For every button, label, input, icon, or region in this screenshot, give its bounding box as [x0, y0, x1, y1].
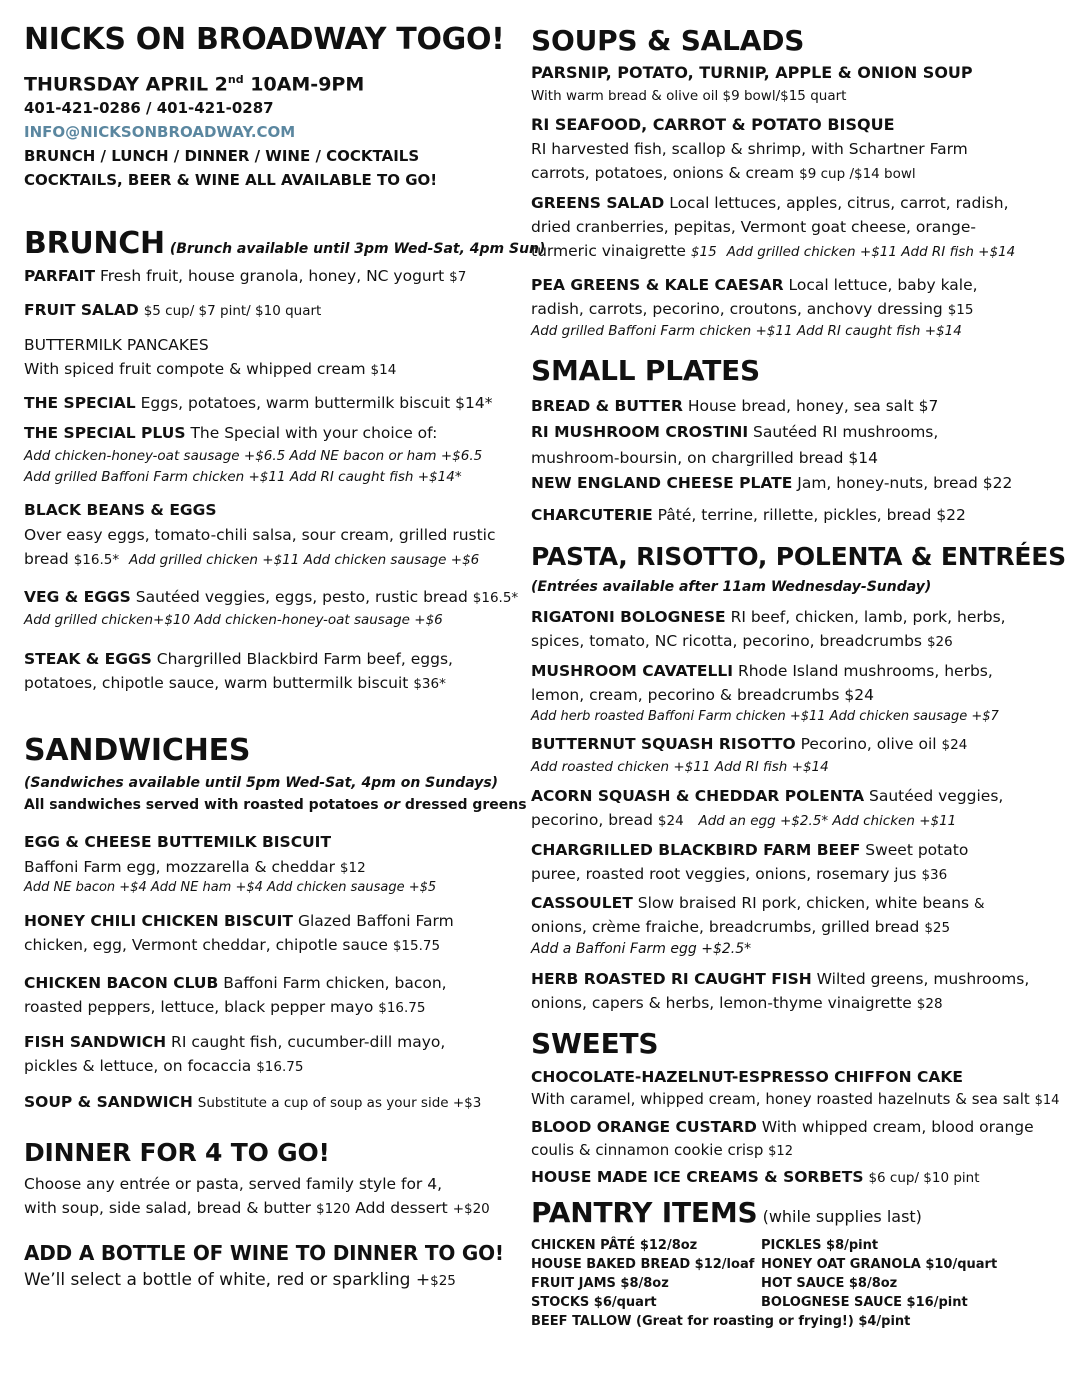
item-special-plus: THE SPECIAL PLUS The Special with your choice of: — [24, 424, 438, 442]
sweets-heading: SWEETS — [531, 1027, 659, 1060]
dinner-desc-1: Choose any entrée or pasta, served family style for 4, — [24, 1175, 443, 1193]
item-fruit-salad: FRUIT SALAD $5 cup/ $7 pint/ $10 quart — [24, 301, 322, 319]
risotto-addons: Add roasted chicken +$11 Add RI fish +$14 — [531, 759, 829, 775]
item-black-beans-name: BLACK BEANS & EGGS — [24, 501, 217, 519]
special-plus-addons-2: Add grilled Baffoni Farm chicken +$11 Add RI caught fish +$14* — [24, 469, 462, 485]
greens-desc-3: turmeric vinaigrette $15 Add grilled chicken +$11 Add RI fish +$14 — [531, 242, 1016, 260]
item-cheese-plate: NEW ENGLAND CHEESE PLATE Jam, honey-nuts, bread $22 — [531, 474, 1013, 492]
item-the-special: THE SPECIAL Eggs, potatoes, warm buttermilk biscuit $14* — [24, 394, 493, 412]
caesar-addons: Add grilled Baffoni Farm chicken +$11 Add RI caught fish +$14 — [531, 323, 962, 339]
item-steak-eggs: STEAK & EGGS Chargrilled Blackbird Farm beef, eggs, — [24, 650, 453, 668]
pantry-item: HONEY OAT GRANOLA $10/quart — [761, 1257, 998, 1272]
item-risotto: BUTTERNUT SQUASH RISOTTO Pecorino, olive oil $24 — [531, 735, 968, 753]
egg-cheese-addons: Add NE bacon +$4 Add NE ham +$4 Add chicken sausage +$5 — [24, 880, 437, 895]
phone-numbers: 401-421-0286 / 401-421-0287 — [24, 99, 274, 117]
cavatelli-addons: Add herb roasted Baffoni Farm chicken +$11 Add chicken sausage +$7 — [531, 709, 999, 724]
tagline-2: COCKTAILS, BEER & WINE ALL AVAILABLE TO GO! — [24, 171, 438, 189]
item-rigatoni: RIGATONI BOLOGNESE RI beef, chicken, lamb, pork, herbs, — [531, 608, 1006, 626]
custard-desc-2: coulis & cinnamon cookie crisp $12 — [531, 1141, 793, 1159]
dinner-heading: DINNER FOR 4 TO GO! — [24, 1138, 330, 1167]
item-club-desc: roasted peppers, lettuce, black pepper mayo $16.75 — [24, 998, 426, 1016]
item-seafood-bisque: RI SEAFOOD, CARROT & POTATO BISQUE — [531, 115, 895, 134]
pantry-heading: PANTRY ITEMS (while supplies last) — [531, 1196, 922, 1229]
item-fish-sandwich-desc: pickles & lettuce, on focaccia $16.75 — [24, 1057, 304, 1075]
item-honey-chili: HONEY CHILI CHICKEN BISCUIT Glazed Baffoni Farm — [24, 912, 454, 930]
wine-desc: We’ll select a bottle of white, red or sparkling +$25 — [24, 1270, 456, 1290]
pantry-right-list — [761, 1236, 1041, 1312]
item-cassoulet: CASSOULET Slow braised RI pork, chicken, white beans & — [531, 894, 985, 912]
pasta-note: (Entrées available after 11am Wednesday-Sunday) — [531, 579, 932, 595]
wine-heading: ADD A BOTTLE OF WINE TO DINNER TO GO! — [24, 1241, 504, 1265]
crostini-desc-2: mushroom-boursin, on chargrilled bread $14 — [531, 449, 878, 467]
item-blood-orange-custard: BLOOD ORANGE CUSTARD With whipped cream, blood orange — [531, 1118, 1034, 1136]
greens-desc-2: dried cranberries, pepitas, Vermont goat cheese, orange- — [531, 218, 976, 236]
item-ice-creams: HOUSE MADE ICE CREAMS & SORBETS $6 cup/ $10 pint — [531, 1168, 980, 1186]
item-herb-roasted-fish: HERB ROASTED RI CAUGHT FISH Wilted greens, mushrooms, — [531, 970, 1030, 988]
item-black-beans-desc-2: bread $16.5* Add grilled chicken +$11 Add chicken sausage +$6 — [24, 550, 480, 568]
item-chiffon-cake: CHOCOLATE-HAZELNUT-ESPRESSO CHIFFON CAKE — [531, 1068, 963, 1086]
pantry-item: BOLOGNESE SAUCE $16/pint — [761, 1295, 968, 1310]
item-fish-sandwich: FISH SANDWICH RI caught fish, cucumber-dill mayo, — [24, 1033, 446, 1051]
date-hours: THURSDAY APRIL 2nd 10AM-9PM — [24, 73, 365, 96]
pantry-item: FRUIT JAMS $8/8oz — [531, 1276, 669, 1291]
cassoulet-desc-2: onions, crème fraiche, breadcrumbs, grilled bread $25 — [531, 918, 951, 936]
rigatoni-desc-2: spices, tomato, NC ricotta, pecorino, breadcrumbs $26 — [531, 632, 953, 650]
item-kale-caesar: PEA GREENS & KALE CAESAR Local lettuce, baby kale, — [531, 276, 978, 294]
pantry-item: HOT SAUCE $8/8oz — [761, 1276, 898, 1291]
cavatelli-desc-2: lemon, cream, pecorino & breadcrumbs $24 — [531, 686, 874, 704]
cassoulet-addons: Add a Baffoni Farm egg +$2.5* — [531, 941, 752, 957]
pantry-left-list — [531, 1236, 761, 1312]
item-polenta: ACORN SQUASH & CHEDDAR POLENTA Sautéed veggies, — [531, 787, 1004, 805]
item-greens-salad: GREENS SALAD Local lettuces, apples, citrus, carrot, radish, — [531, 194, 1009, 212]
item-honey-chili-desc: chicken, egg, Vermont cheddar, chipotle sauce $15.75 — [24, 936, 441, 954]
pantry-item-beef-tallow: BEEF TALLOW (Great for roasting or frying!) $4/pint — [531, 1314, 911, 1329]
sandwiches-served-note: All sandwiches served with roasted potatoes or dressed greens — [24, 797, 527, 813]
item-parfait: PARFAIT Fresh fruit, house granola, honey, NC yogurt $7 — [24, 267, 467, 285]
beef-desc-2: puree, roasted root veggies, onions, rosemary jus $36 — [531, 865, 948, 883]
page-title: NICKS ON BROADWAY TOGO! — [24, 22, 505, 57]
item-chicken-bacon-club: CHICKEN BACON CLUB Baffoni Farm chicken, bacon, — [24, 974, 447, 992]
bisque-desc-2: carrots, potatoes, onions & cream $9 cup /$14 bowl — [531, 164, 916, 182]
fish-desc-2: onions, capers & herbs, lemon-thyme vinaigrette $28 — [531, 994, 943, 1012]
item-mushroom-crostini: RI MUSHROOM CROSTINI Sautéed RI mushrooms, — [531, 423, 939, 441]
email-link[interactable]: INFO@NICKSONBROADWAY.COM — [24, 123, 296, 141]
item-pancakes-name: BUTTERMILK PANCAKES — [24, 336, 209, 354]
polenta-desc-2: pecorino, bread $24 Add an egg +$2.5* Add chicken +$11 — [531, 811, 957, 829]
veg-eggs-addons: Add grilled chicken+$10 Add chicken-honey-oat sausage +$6 — [24, 612, 443, 628]
small-plates-heading: SMALL PLATES — [531, 354, 760, 387]
item-veg-eggs: VEG & EGGS Sautéed veggies, eggs, pesto, rustic bread $16.5* — [24, 588, 519, 606]
item-black-beans-desc: Over easy eggs, tomato-chili salsa, sour cream, grilled rustic — [24, 526, 496, 544]
item-blackbird-beef: CHARGRILLED BLACKBIRD FARM BEEF Sweet potato — [531, 841, 969, 859]
caesar-desc-2: radish, carrots, pecorino, croutons, anchovy dressing $15 — [531, 300, 974, 318]
special-plus-addons-1: Add chicken-honey-oat sausage +$6.5 Add NE bacon or ham +$6.5 — [24, 448, 483, 464]
pantry-item: PICKLES $8/pint — [761, 1238, 879, 1253]
item-pancakes-desc: With spiced fruit compote & whipped cream $14 — [24, 360, 397, 378]
item-cavatelli: MUSHROOM CAVATELLI Rhode Island mushrooms, herbs, — [531, 662, 993, 680]
sandwiches-note: (Sandwiches available until 5pm Wed-Sat, 4pm on Sundays) — [24, 775, 499, 791]
pantry-item: STOCKS $6/quart — [531, 1295, 657, 1310]
pasta-heading: PASTA, RISOTTO, POLENTA & ENTRÉES — [531, 542, 1066, 571]
item-bread-butter: BREAD & BUTTER House bread, honey, sea salt $7 — [531, 397, 939, 415]
item-egg-cheese-biscuit: EGG & CHEESE BUTTEMILK BISCUIT — [24, 833, 332, 851]
item-steak-eggs-desc: potatoes, chipotle sauce, warm buttermilk biscuit $36* — [24, 674, 446, 692]
item-soup-sandwich: SOUP & SANDWICH Substitute a cup of soup as your side +$3 — [24, 1093, 482, 1111]
dinner-desc-2: with soup, side salad, bread & butter $120 Add dessert +$20 — [24, 1199, 490, 1217]
item-egg-cheese-desc: Baffoni Farm egg, mozzarella & cheddar $12 — [24, 858, 366, 876]
pantry-item: CHICKEN PÂTÉ $12/8oz — [531, 1238, 698, 1253]
bisque-desc-1: RI harvested fish, scallop & shrimp, with Schartner Farm — [531, 140, 968, 158]
item-parsnip-soup: PARSNIP, POTATO, TURNIP, APPLE & ONION SOUP — [531, 63, 973, 82]
soups-heading: SOUPS & SALADS — [531, 24, 805, 57]
tagline-1: BRUNCH / LUNCH / DINNER / WINE / COCKTAILS — [24, 147, 420, 165]
cake-desc: With caramel, whipped cream, honey roasted hazelnuts & sea salt $14 — [531, 1090, 1060, 1108]
brunch-heading: BRUNCH (Brunch available until 3pm Wed-Sat, 4pm Sun) — [24, 226, 546, 261]
parsnip-desc: With warm bread & olive oil $9 bowl/$15 quart — [531, 88, 847, 104]
sandwiches-heading: SANDWICHES — [24, 733, 251, 768]
pantry-item: HOUSE BAKED BREAD $12/loaf — [531, 1257, 755, 1272]
item-charcuterie: CHARCUTERIE Pâté, terrine, rillette, pickles, bread $22 — [531, 506, 966, 524]
